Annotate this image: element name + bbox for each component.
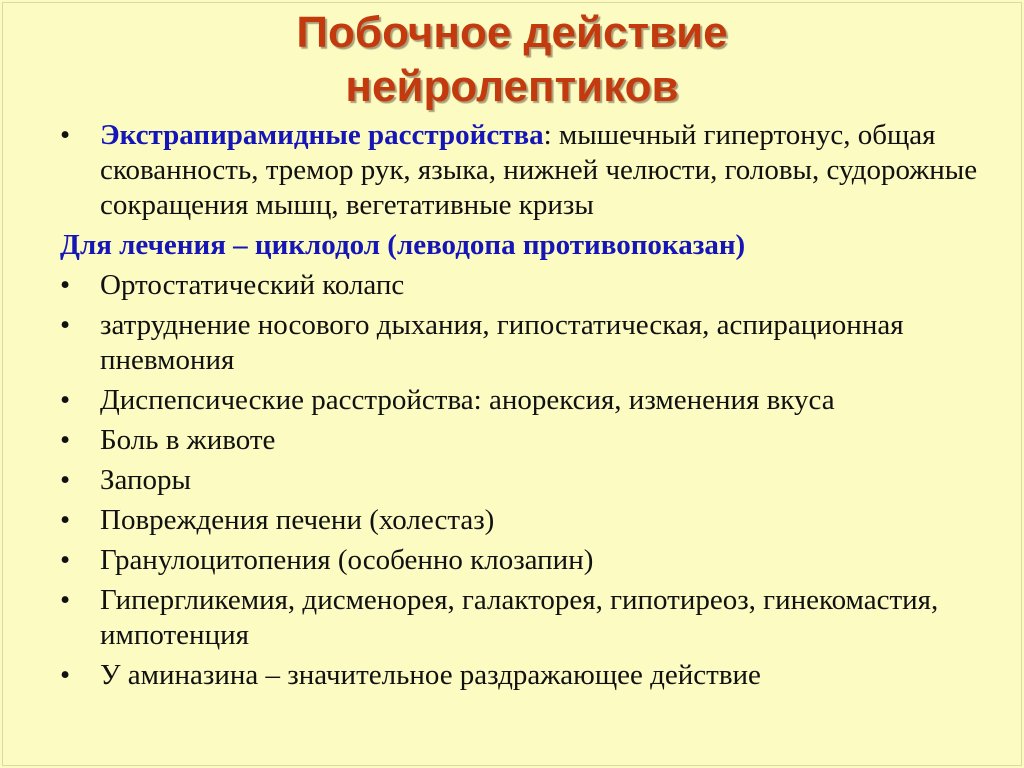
bullet-glyph: • — [60, 424, 71, 456]
list-item-text: Ортостатический колапс — [100, 269, 405, 301]
bullet-glyph: • — [60, 119, 71, 151]
title-line-2: нейролептиков — [345, 62, 679, 111]
list-item — [60, 423, 990, 458]
list-item-text: Запоры — [100, 464, 192, 496]
treatment-note: Для лечения – циклодол (леводопа противопоказан) — [60, 229, 746, 261]
bullet-list — [60, 118, 990, 698]
list-item — [60, 503, 990, 538]
list-item — [60, 658, 990, 693]
list-item-text: Боль в животе — [100, 424, 276, 456]
bullet-glyph: • — [60, 384, 71, 416]
bullet-glyph: • — [60, 544, 71, 576]
list-item-text: Повреждения печени (холестаз) — [100, 504, 495, 536]
list-item — [60, 383, 990, 418]
list-item — [60, 268, 990, 303]
list-item-text: затруднение носового дыхания, гипостатическая, аспирационная пневмония — [100, 309, 904, 376]
list-item — [60, 308, 990, 378]
bullet-glyph: • — [60, 309, 71, 341]
extrapyramidal-text: : мышечный гипертонус, общая скованность, тремор рук, языка, нижней челюсти, головы, судорожные сокращения мышц, вегетативные кризы — [100, 119, 978, 221]
bullet-glyph: • — [60, 504, 71, 536]
list-item — [60, 543, 990, 578]
list-item — [60, 583, 990, 653]
bullet-glyph: • — [60, 659, 71, 691]
list-item-text: Диспепсические расстройства: анорексия, изменения вкуса — [100, 384, 835, 416]
bullet-glyph: • — [60, 464, 71, 496]
extrapyramidal-heading: Экстрапирамидные расстройства — [100, 119, 544, 151]
bullet-glyph: • — [60, 269, 71, 301]
title-line-1: Побочное действие — [296, 8, 728, 57]
slide-title — [0, 6, 1024, 114]
list-item-text: У аминазина – значительное раздражающее действие — [100, 659, 761, 691]
list-item-text: Гипергликемия, дисменорея, галакторея, гипотиреоз, гинекомастия, импотенция — [100, 584, 939, 651]
list-item-extrapyramidal — [60, 118, 990, 223]
list-item-text: Гранулоцитопения (особенно клозапин) — [100, 544, 594, 576]
bullet-glyph: • — [60, 584, 71, 616]
list-item — [60, 463, 990, 498]
